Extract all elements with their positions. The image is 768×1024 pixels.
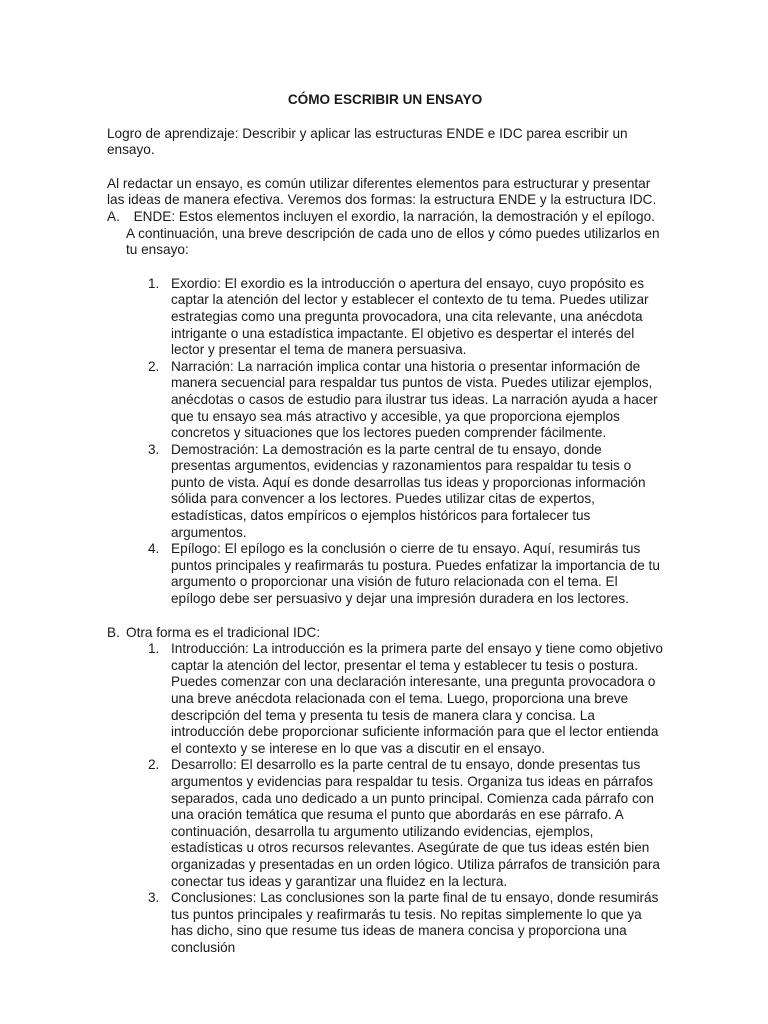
section-b [107, 625, 663, 957]
intro-paragraph: Al redactar un ensayo, es común utilizar diferentes elementos para estructurar y presentar las ideas de manera efectiva. Veremos dos formas: la estructura ENDE y la estructura IDC. [107, 175, 657, 208]
section-a-list [126, 276, 663, 608]
list-item-number: 3. [148, 441, 160, 457]
list-item-text: Exordio: El exordio es la introducción o apertura del ensayo, cuyo propósito es captar la atención del lector y establecer el contexto de tu tema. Puedes utilizar estrategias como una pregunta provocadora, una cita relevante, una anécdota intrigante o una estadística impactante. El objetivo es despertar el interés del lector y presentar el tema de manera persuasiva. [171, 275, 649, 358]
list-item-number: 2. [148, 757, 160, 773]
list-item-number: 1. [148, 275, 160, 291]
list-item [126, 890, 663, 956]
list-item [126, 541, 663, 607]
section-a-lead [126, 209, 663, 259]
list-item-text: Desarrollo: El desarrollo es la parte central de tu ensayo, donde presentas tus argumentos y evidencias para respaldar tu tesis. Organiza tus ideas en párrafos separados, cada uno dedicado a un punto principal. Comienza cada párrafo con una oración temática que resuma el punto que abordarás en ese párrafo. A continuación, desarrolla tu argumento utilizando evidencias, ejemplos, estadísticas u otros recursos relevantes. Asegúrate de que tus ideas estén bien organizadas y presentadas en un orden lógico. Utiliza párrafos de transición para conectar tus ideas y garantizar una fluidez en la lectura. [171, 757, 660, 889]
section-b-list [126, 641, 663, 956]
section-b-body [107, 625, 663, 957]
section-a-lead-text: ENDE: Estos elementos incluyen el exordio, la narración, la demostración y el epílogo. A continuación, una breve descripción de cada uno de ellos y cómo puedes utilizarlos en tu ensayo: [126, 208, 660, 258]
list-item-text: Narración: La narración implica contar una historia o presentar información de manera secuencial para respaldar tus puntos de vista. Puedes utilizar ejemplos, anécdotas o casos de estudio para ilustrar tus ideas. La narración ayuda a hacer que tu ensayo sea más atractivo y accesible, ya que proporciona ejemplos concretos y situaciones que los lectores pueden comprender fácilmente. [171, 358, 658, 441]
list-item [126, 641, 663, 757]
list-item [126, 757, 663, 890]
section-a [107, 209, 663, 608]
list-item [126, 442, 663, 542]
list-item-number: 2. [148, 358, 160, 374]
list-item-number: 1. [148, 641, 160, 657]
section-a-letter: A. [107, 208, 120, 224]
list-item-text: Conclusiones: Las conclusiones son la parte final de tu ensayo, donde resumirás tus puntos principales y reafirmarás tu tesis. No repitas simplemente lo que ya has dicho, sino que resume tus ideas de manera concisa y proporciona una conclusión [171, 890, 659, 955]
list-item-text: Introducción: La introducción es la primera parte del ensayo y tiene como objetivo captar la atención del lector, presentar el tema y establecer tu tesis o postura. Puedes comenzar con una declaración interesante, una pregunta provocadora o una breve anécdota relacionada con el tema. Luego, proporciona una breve descripción del tema y presenta tu tesis de manera clara y concisa. La introducción debe proporcionar suficiente información para que el lector entienda el contexto y se interese en lo que vas a discutir en el ensayo. [171, 641, 663, 756]
section-a-body [107, 209, 663, 608]
list-item [126, 359, 663, 442]
list-item-number: 3. [148, 890, 160, 906]
section-b-lead: Otra forma es el tradicional IDC: [126, 624, 321, 640]
document-title: CÓMO ESCRIBIR UN ENSAYO [287, 92, 483, 107]
section-b-letter: B. [107, 624, 120, 640]
list-item [126, 276, 663, 359]
learning-objective: Logro de aprendizaje: Describir y aplicar las estructuras ENDE e IDC parea escribir un ensayo. [107, 125, 628, 158]
list-item-text: Demostración: La demostración es la parte central de tu ensayo, donde presentas argumentos, evidencias y razonamientos para respaldar tu tesis o punto de vista. Aquí es donde desarrollas tus ideas y proporcionas información sólida para convencer a los lectores. Puedes utilizar citas de expertos, estadísticas, datos empíricos o ejemplos históricos para fortalecer tus argumentos. [171, 441, 646, 540]
document-page [107, 92, 663, 957]
list-item-text: Epílogo: El epílogo es la conclusión o cierre de tu ensayo. Aquí, resumirás tus puntos principales y reafirmarás tu postura. Puedes enfatizar la importancia de tu argumento o proporcionar una visión de futuro relacionada con el tema. El epílogo debe ser persuasivo y dejar una impresión duradera en los lectores. [171, 541, 660, 607]
list-item-number: 4. [148, 541, 160, 557]
